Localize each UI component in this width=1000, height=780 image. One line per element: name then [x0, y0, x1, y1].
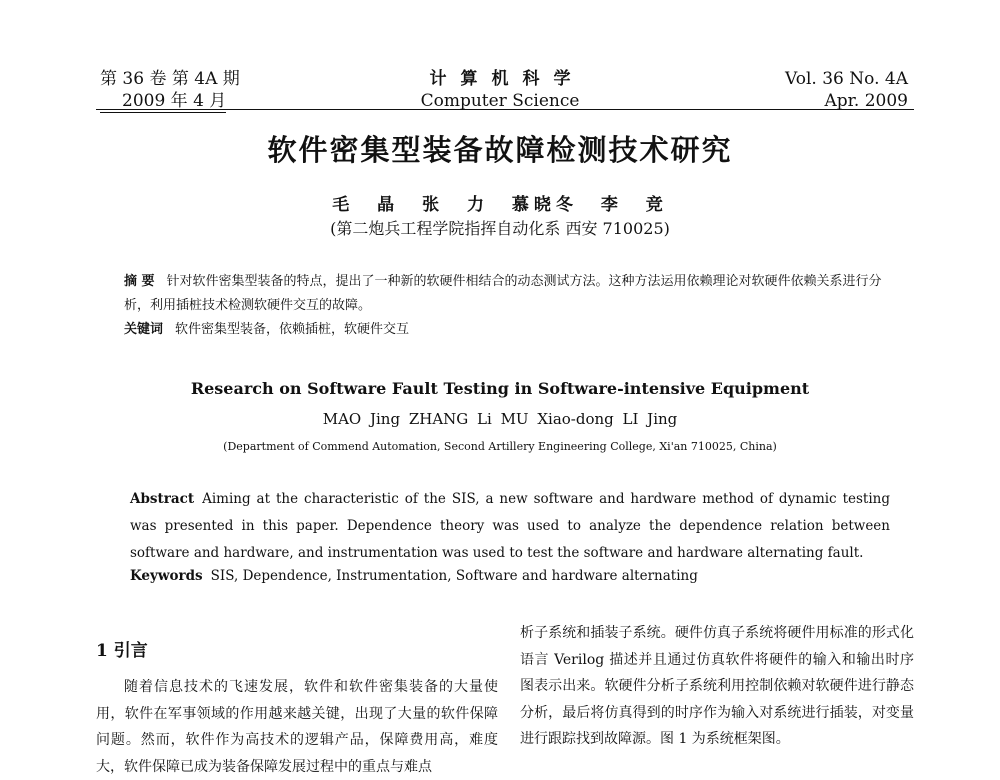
journal-name-cn: 计算机科学 [429, 69, 585, 89]
abstract-en-label: Abstract [130, 491, 195, 507]
left-column [96, 674, 498, 780]
section-heading: 1 引言 [96, 641, 148, 661]
keywords-en-label: Keywords [130, 568, 203, 584]
date-en: Apr. 2009 [824, 91, 908, 111]
abstract-cn [124, 270, 894, 318]
abstract-en-text: Aiming at the characteristic of the SIS, a new software and hardware method of dynamic testing was presented in this paper. Dependence theory was used to analyze the dependence relation between software and hardware, and instrumentation was used to test the software and hardware alternating fault. [130, 491, 890, 561]
paper-title-cn: 软件密集型装备故障检测技术研究 [267, 133, 733, 167]
keywords-cn [124, 318, 894, 342]
vol-issue-cn: 第 36 卷 第 4A 期 [100, 69, 240, 89]
authors-en: MAO Jing ZHANG Li MU Xiao-dong LI Jing [322, 410, 678, 428]
keywords-cn-text: 软件密集型装备，依赖插桩，软硬件交互 [175, 322, 410, 337]
affiliation-cn: (第二炮兵工程学院指挥自动化系 西安 710025) [330, 219, 670, 238]
abstract-cn-block [124, 270, 894, 342]
abstract-en [130, 486, 890, 567]
authors-cn: 毛 晶 张 力 慕晓冬 李 竞 [332, 195, 668, 215]
journal-name-en: Computer Science [420, 91, 580, 111]
affiliation-en: (Department of Commend Automation, Second Artillery Engineering College, Xi'an 710025, China) [223, 440, 777, 453]
right-column [520, 620, 914, 753]
keywords-cn-label: 关键词 [124, 322, 164, 337]
abstract-cn-text: 针对软件密集型装备的特点，提出了一种新的软硬件相结合的动态测试方法。这种方法运用依赖理论对软硬件依赖关系进行分析，利用插桩技术检测软硬件交互的故障。 [124, 274, 882, 313]
paper-title-en: Research on Software Fault Testing in Software-intensive Equipment [190, 379, 810, 398]
vol-issue-en: Vol. 36 No. 4A [785, 69, 908, 89]
journal-issue-en [785, 68, 908, 112]
date-cn: 2009 年 4 月 [100, 90, 226, 113]
header-rule [96, 109, 914, 110]
keywords-en-text: SIS, Dependence, Instrumentation, Software and hardware alternating [210, 568, 698, 584]
right-column-paragraph: 析子系统和插装子系统。硬件仿真子系统将硬件用标准的形式化语言 Verilog 描述并且通过仿真软件将硬件的输入和输出时序图表示出来。软硬件分析子系统利用控制依赖对软硬件进行静态分析，最后将仿真得到的时序作为输入对系统进行插装，对变量进行跟踪找到故障源。图 1 为系统框架图。 [520, 625, 914, 747]
intro-paragraph: 随着信息技术的飞速发展，软件和软件密集装备的大量使用，软件在军事领域的作用越来越关键，出现了大量的软件保障问题。然而，软件作为高技术的逻辑产品，保障费用高，难度大，软件保障已成为装备保障发展过程中的重点与难点 [96, 679, 498, 775]
keywords-en [130, 568, 698, 584]
abstract-cn-label: 摘 要 [124, 274, 155, 289]
